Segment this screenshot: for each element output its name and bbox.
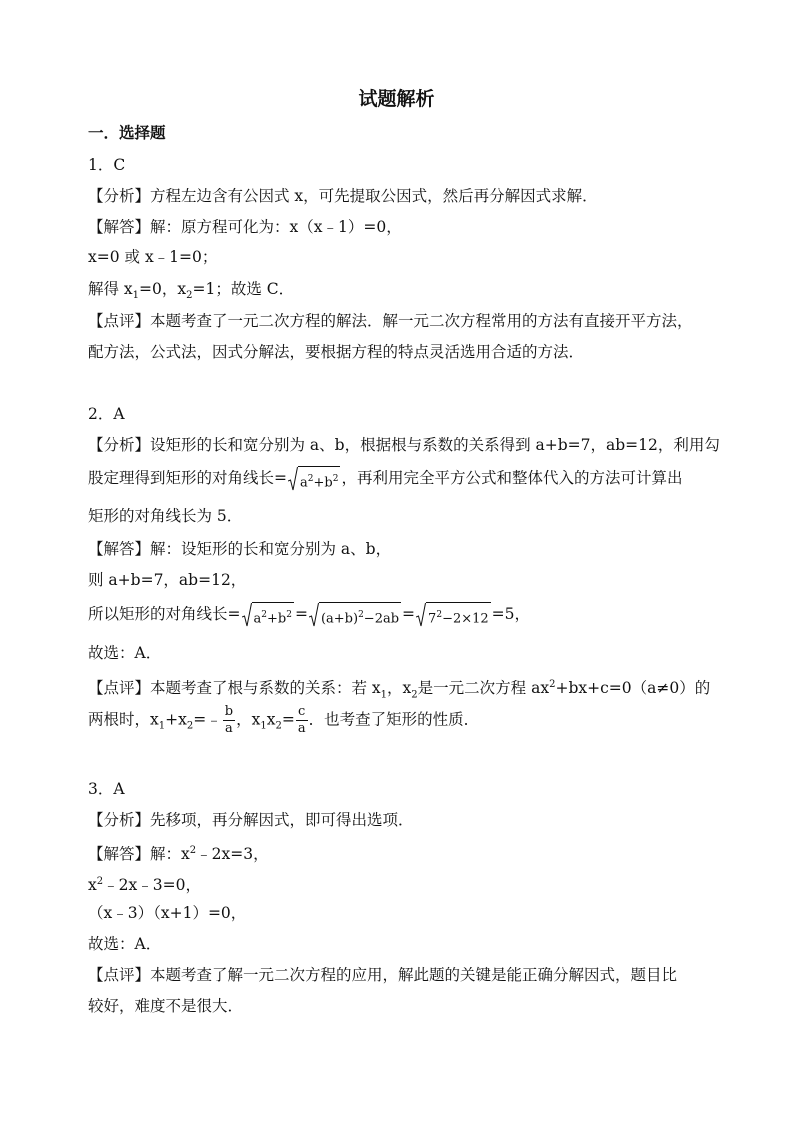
sqrt-a2-b2: $a^2+b^2$ — [242, 602, 294, 628]
q3-choice: 故选：A． — [88, 935, 162, 953]
q2-analysis-line1: 【分析】设矩形的长和宽分别为 a、b，根据根与系数的关系得到 a+b=7，ab=12，利用勾 — [88, 436, 720, 454]
q1-number: 1．C — [88, 156, 126, 174]
sqrt-numeric: $7^2-2\times 12$ — [416, 602, 491, 628]
q3-step2: （x﹣3）（x+1）=0， — [88, 904, 247, 922]
q3-comment-line2: 较好，难度不是很大． — [88, 997, 244, 1015]
q2-choice: 故选：A． — [88, 644, 162, 662]
q3-step1: $x^2﹣2x﹣3=0$， — [88, 876, 201, 895]
q2-comment-line2: 两根时，$x_1+x_2=﹣$ $\frac{b}{a}$ ，$x_1x_2=$ $\frac{c}{a}$ ．也考查了矩形的性质． — [88, 704, 480, 736]
q2-analysis-line2: 股定理得到矩形的对角线长= $a^2+b^2$ ，再利用完全平方公式和整体代入的方法可计算出 — [88, 466, 682, 492]
fraction-c-over-a: $\frac{c}{a}$ — [297, 704, 306, 736]
page-title: 试题解析 — [358, 88, 435, 110]
q2-comment-line1: 【点评】本题考查了根与系数的关系：若 $x_1$，$x_2$是一元二次方程 $ax^2+bx+c=0(a\ne 0)$的 — [88, 679, 711, 701]
q3-number: 3．A — [88, 780, 125, 798]
q2-answer: 【解答】解：设矩形的长和宽分别为 a、b， — [88, 540, 392, 558]
q1-step2: 解得 $x_1=0$，$x_2=1$；故选 C． — [88, 280, 295, 302]
q1-comment-line2: 配方法，公式法，因式分解法，要根据方程的特点灵活选用合适的方法． — [88, 343, 585, 361]
q2-step2: 所以矩形的对角线长= $a^2+b^2$ = $(a+b)^2-2ab$ = $7^2-2\times 12 =5$， — [88, 602, 530, 628]
q3-analysis: 【分析】先移项，再分解因式，即可得出选项． — [88, 811, 414, 829]
q1-analysis: 【分析】方程左边含有公因式 x，可先提取公因式，然后再分解因式求解． — [88, 187, 598, 205]
q2-step1: 则 a+b=7，ab=12， — [88, 571, 247, 589]
q1-comment-line1: 【点评】本题考查了一元二次方程的解法．解一元二次方程常用的方法有直接开平方法， — [88, 312, 693, 330]
q3-answer: 【解答】解：$x^2﹣2x=3$， — [88, 845, 269, 864]
fraction-b-over-a: $\frac{b}{a}$ — [224, 704, 234, 736]
sqrt-sum-squared: $(a+b)^2-2ab$ — [309, 602, 401, 628]
q1-answer: 【解答】解：原方程可化为：x（x﹣1）=0， — [88, 218, 402, 236]
q1-step1: x=0 或 x﹣1=0； — [88, 248, 218, 266]
sqrt-a2-b2: $a^2+b^2$ — [288, 466, 340, 492]
q3-comment-line1: 【点评】本题考查了解一元二次方程的应用，解此题的关键是能正确分解因式，题目比 — [88, 966, 678, 984]
section-heading: 一．选择题 — [88, 123, 166, 142]
q2-analysis-line3: 矩形的对角线长为 5． — [88, 507, 243, 525]
q2-number: 2．A — [88, 405, 125, 423]
